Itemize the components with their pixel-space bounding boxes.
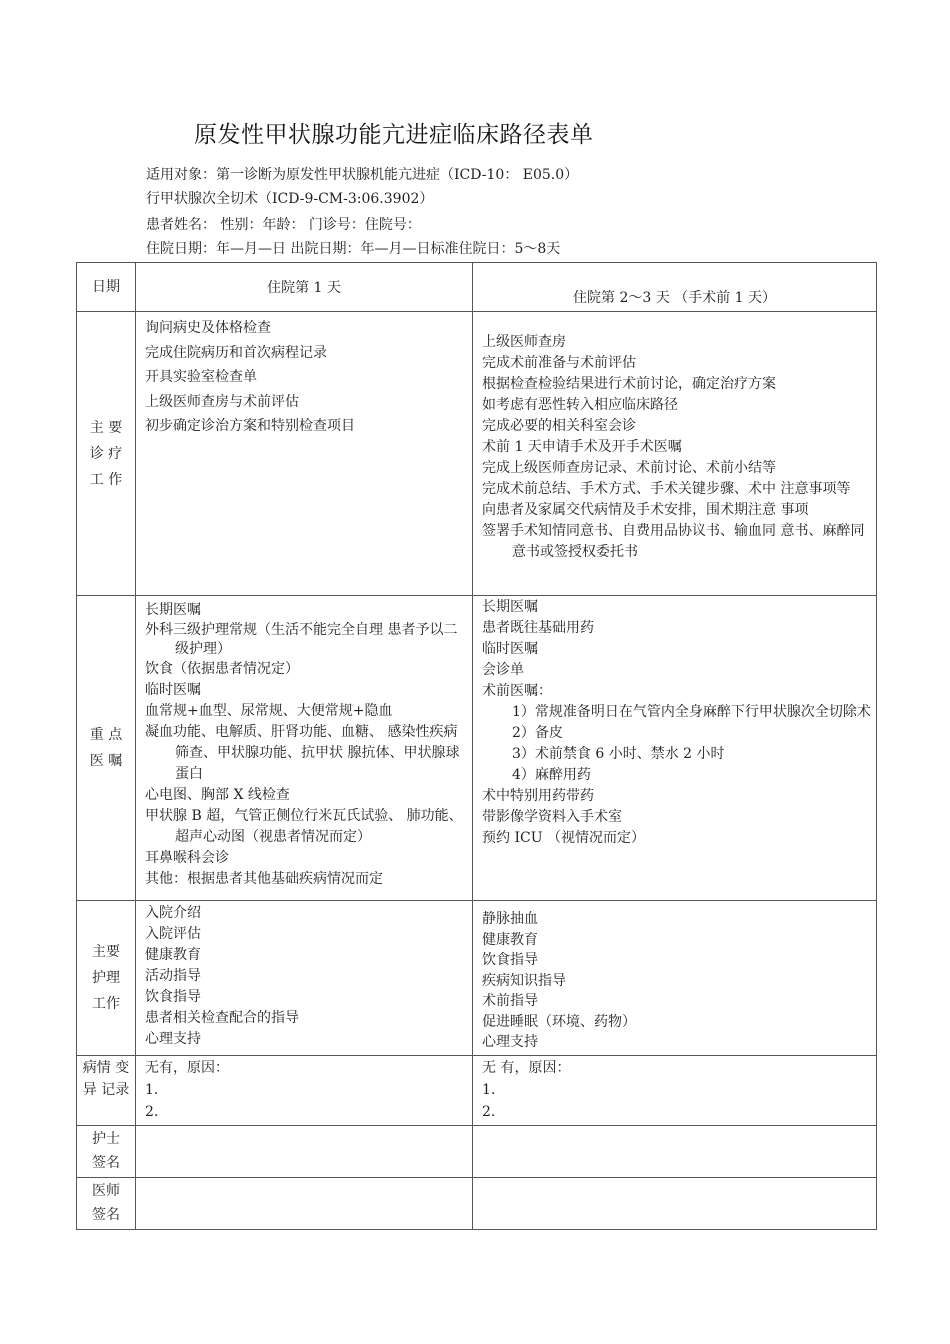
scope-line: 适用对象：第一诊断为原发性甲状腺机能亢进症（ICD-10： E05.0） xyxy=(146,167,579,183)
list-item: 耳鼻喉科会诊 xyxy=(145,850,229,866)
list-item: 上级医师查房 xyxy=(482,334,566,350)
list-item: 1. xyxy=(482,1081,496,1098)
admission-dates-line: 住院日期：年—月—日 出院日期：年—月—日标准住院日：5〜8天 xyxy=(146,241,561,257)
list-item: 心理支持 xyxy=(482,1034,538,1050)
list-item: 2. xyxy=(145,1103,159,1120)
variance-label: 病情 变 异 记录 xyxy=(77,1055,136,1125)
list-item: 心理支持 xyxy=(145,1031,201,1047)
orders-day2 xyxy=(473,596,877,901)
variance-row xyxy=(77,1055,877,1125)
doctor-sign-day1[interactable] xyxy=(136,1177,473,1229)
list-item: 临时医嘱 xyxy=(482,641,538,657)
list-item: 会诊单 xyxy=(482,662,524,678)
list-item: 甲状腺 B 超，气管正侧位行米瓦氏试验、 肺功能、超声心动图（视患者情况而定） xyxy=(145,808,463,845)
list-item: 初步确定诊治方案和特别检查项目 xyxy=(145,418,355,434)
main-work-row xyxy=(77,312,877,596)
list-item: 术前 1 天申请手术及开手术医嘱 xyxy=(482,439,682,455)
list-item: 1. xyxy=(145,1081,159,1098)
list-item: 患者既往基础用药 xyxy=(482,620,594,636)
list-item: 完成必要的相关科室会诊 xyxy=(482,418,636,434)
list-item: 健康教育 xyxy=(145,947,201,963)
nurse-sign-day2[interactable] xyxy=(473,1125,877,1177)
nursing-row xyxy=(77,901,877,1056)
list-item: 外科三级护理常规（生活不能完全自理 患者予以二级护理） xyxy=(145,622,458,657)
nurse-sign-day1[interactable] xyxy=(136,1125,473,1177)
list-item: 临时医嘱 xyxy=(145,682,201,698)
patient-info-line: 患者姓名： 性别：年龄： 门诊号：住院号： xyxy=(146,217,421,233)
list-item: 静脉抽血 xyxy=(482,911,538,927)
list-item: 4）麻醉用药 xyxy=(512,767,591,783)
header-row xyxy=(77,263,877,312)
nursing-day2 xyxy=(473,901,877,1056)
list-item: 疾病知识指导 xyxy=(482,972,566,989)
nursing-label: 主要 护理 工作 xyxy=(77,901,136,1056)
list-item: 2）备皮 xyxy=(512,725,563,741)
doctor-sign-label: 医师 签名 xyxy=(77,1177,136,1229)
clinical-pathway-table xyxy=(76,262,877,1230)
list-item: 向患者及家属交代病情及手术安排，围术期注意 事项 xyxy=(482,502,809,518)
list-item: 开具实验室检查单 xyxy=(145,369,257,385)
variance-reason: 无 有，原因： xyxy=(482,1059,571,1076)
list-item: 完成术前总结、手术方式、手术关键步骤、术中 注意事项等 xyxy=(482,481,851,497)
orders-label: 重 点 医 嘱 xyxy=(77,596,136,901)
list-item: 3）术前禁食 6 小时、禁水 2 小时 xyxy=(512,746,725,762)
day2-header: 住院第 2〜3 天 （手术前 1 天） xyxy=(473,263,877,312)
nurse-sign-row xyxy=(77,1125,877,1177)
list-item: 签署手术知情同意书、自费用品协议书、输血同 意书、麻醉同意书或签授权委托书 xyxy=(482,523,865,560)
list-item: 长期医嘱 xyxy=(145,602,201,618)
list-item: 其他：根据患者其他基础疾病情况而定 xyxy=(145,871,383,887)
doctor-sign-day2[interactable] xyxy=(473,1177,877,1229)
list-item: 饮食指导 xyxy=(145,989,201,1005)
orders-row xyxy=(77,596,877,901)
list-item: 上级医师查房与术前评估 xyxy=(145,393,299,410)
nurse-sign-label: 护士 签名 xyxy=(77,1125,136,1177)
list-item: 带影像学资料入手术室 xyxy=(482,809,622,825)
list-item: 饮食指导 xyxy=(482,952,538,968)
variance-day2 xyxy=(473,1055,877,1125)
list-item: 术前医嘱： xyxy=(482,683,552,699)
list-item: 入院介绍 xyxy=(145,905,201,921)
variance-day1 xyxy=(136,1055,473,1125)
list-item: 完成术前准备与术前评估 xyxy=(482,355,636,371)
list-item: 长期医嘱 xyxy=(482,599,538,615)
orders-day1 xyxy=(136,596,473,901)
list-item: 如考虑有恶性转入相应临床路径 xyxy=(482,397,678,413)
list-item: 饮食（依据患者情况定） xyxy=(145,661,299,677)
list-item: 活动指导 xyxy=(145,968,201,984)
list-item: 询问病史及体格检查 xyxy=(145,320,271,336)
nursing-day1 xyxy=(136,901,473,1056)
list-item: 健康教育 xyxy=(482,931,538,948)
list-item: 根据检查检验结果进行术前讨论，确定治疗方案 xyxy=(482,376,776,392)
main-work-day1 xyxy=(136,312,473,596)
page-title: 原发性甲状腺功能亢进症临床路径表单 xyxy=(194,122,594,148)
date-header: 日期 xyxy=(77,263,136,312)
list-item: 心电图、胸部 X 线检查 xyxy=(145,787,290,803)
variance-reason: 无有，原因： xyxy=(145,1059,229,1076)
list-item: 入院评估 xyxy=(145,926,201,942)
list-item: 血常规+血型、尿常规、大便常规+隐血 xyxy=(145,703,393,719)
list-item: 术前指导 xyxy=(482,993,538,1009)
list-item: 完成住院病历和首次病程记录 xyxy=(145,344,327,361)
list-item: 术中特别用药带药 xyxy=(482,788,594,804)
main-work-label: 主 要 诊 疗 工 作 xyxy=(77,312,136,596)
list-item: 患者相关检查配合的指导 xyxy=(145,1010,299,1026)
list-item: 完成上级医师查房记录、术前讨论、术前小结等 xyxy=(482,460,776,476)
list-item: 凝血功能、电解质、肝肾功能、血糖、 感染性疾病筛查、甲状腺功能、抗甲状 腺抗体、甲状腺球蛋白 xyxy=(145,724,460,782)
list-item: 1）常规准备明日在气管内全身麻醉下行甲状腺次全切除术 xyxy=(512,704,871,720)
list-item: 2. xyxy=(482,1103,496,1120)
list-item: 预约 ICU （视情况而定） xyxy=(482,830,645,846)
doctor-sign-row xyxy=(77,1177,877,1229)
day1-header: 住院第 1 天 xyxy=(136,263,473,312)
procedure-line: 行甲状腺次全切术（ICD-9-CM-3:06.3902） xyxy=(146,191,434,207)
list-item: 促进睡眠（环境、药物） xyxy=(482,1013,636,1030)
main-work-day2 xyxy=(473,312,877,596)
